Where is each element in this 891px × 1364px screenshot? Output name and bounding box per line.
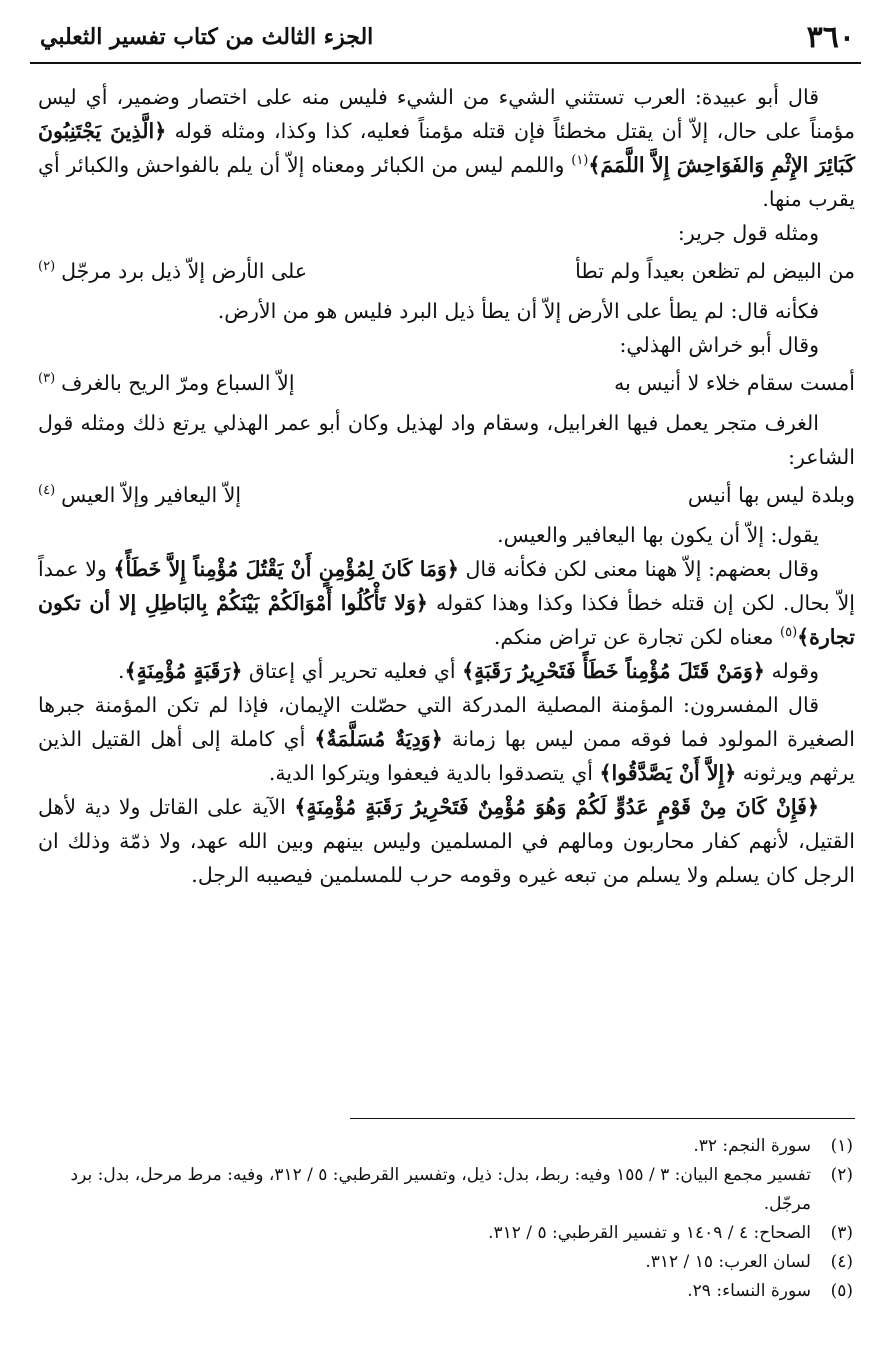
verse-hemistich-second xyxy=(38,254,307,288)
verse-jarir xyxy=(38,254,855,288)
verse-poet xyxy=(38,478,855,512)
main-text xyxy=(38,80,855,892)
quran-quote: ﴿رَقَبَةٍ مُؤْمِنَةٍ﴾ xyxy=(124,659,243,683)
footnotes xyxy=(36,1132,853,1306)
paragraph-tahrir xyxy=(38,654,855,688)
verse-hemistich-first: من البيض لم تظعن بعيداً ولم تطأ xyxy=(575,259,855,283)
footnote-item xyxy=(36,1132,853,1161)
text-run: أي يتصدقوا بالدية فيعفوا ويتركوا الدية. xyxy=(268,761,600,785)
footnote-ref-5: (٥) xyxy=(780,625,798,641)
verse-hemistich-text: إلاّ اليعافير وإلاّ العيس xyxy=(61,483,242,507)
verse-hemistich-first: أمست سقام خلاء لا أنيس به xyxy=(614,371,855,395)
page-number: ٣٦٠ xyxy=(806,20,855,55)
footnote-ref-2: (٢) xyxy=(38,259,56,275)
quran-quote: ﴿وَمَنْ قَتَلَ مُؤْمِناً خَطَأً فَتَحْرِيرُ رَقَبَةٍ﴾ xyxy=(462,659,765,683)
footnote-number: (٢) xyxy=(830,1165,853,1185)
verse-hemistich-second xyxy=(38,366,295,400)
footnote-number: (١) xyxy=(830,1136,853,1156)
footnote-number: (٤) xyxy=(830,1252,853,1272)
footnote-item xyxy=(36,1277,853,1306)
footnote-rule xyxy=(350,1118,855,1119)
footnote-ref-4: (٤) xyxy=(38,483,56,499)
footnote-text: سورة النجم: ٣٢. xyxy=(693,1136,811,1156)
footnote-item xyxy=(36,1248,853,1277)
paragraph-qawm-aduw xyxy=(38,790,855,892)
paragraph-mufassirun xyxy=(38,688,855,790)
footnote-text: الصحاح: ٤ / ١٤٠٩ و تفسير القرطبي: ٥ / ٣١٢. xyxy=(488,1223,811,1243)
text-run: معناه لكن تجارة عن تراض منكم. xyxy=(493,625,781,649)
page-header xyxy=(30,14,861,62)
running-title: الجزء الثالث من كتاب تفسير الثعلبي xyxy=(40,24,374,50)
footnote-ref-3: (٣) xyxy=(38,371,56,387)
paragraph-lakin xyxy=(38,552,855,654)
text-run: أي كاملة إلى أهل القتيل الذين يرثهم ويرثونه xyxy=(38,727,855,785)
text-run: . xyxy=(118,659,125,683)
text-run: قال المفسرون: المؤمنة المصلية المدركة التي حصّلت الإيمان، فإذا لم تكن المؤمنة جبرها الصغيرة المولود فما فوقه ممن ليس بها زمانة xyxy=(38,693,855,751)
footnote-item xyxy=(36,1161,853,1219)
verse-hemistich-text: على الأرض إلاّ ذيل برد مرجّل xyxy=(61,259,308,283)
footnote-number: (٥) xyxy=(830,1281,853,1301)
quran-quote: ﴿وَلا تَأْكُلُوا أَمْوَالَكُمْ بَيْنَكُمْ بِالبَاطِلِ إلا أن تكون تجارة﴾ xyxy=(38,591,855,649)
verse-abu-khirash xyxy=(38,366,855,400)
footnote-item xyxy=(36,1219,853,1248)
verse-hemistich-second xyxy=(38,478,241,512)
quran-quote: ﴿إِلاَّ أَنْ يَصَّدَّقُوا﴾ xyxy=(599,761,737,785)
footnote-text: تفسير مجمع البيان: ٣ / ١٥٥ وفيه: ربط، بدل: ذيل، وتفسير القرطبي: ٥ / ٣١٢، وفيه: مرط مرحل، بدل: برد مرجّل. xyxy=(70,1165,811,1214)
verse-hemistich-text: إلاّ السباع ومرّ الريح بالغرف xyxy=(61,371,295,395)
intro-jarir: ومثله قول جرير: xyxy=(677,221,819,245)
explanation-poet: يقول: إلاّ أن يكون بها اليعافير والعيس. xyxy=(497,523,819,547)
text-run: قال أبو عبيدة: العرب تستثني الشيء من الشيء فليس منه على اختصار وضمير، أي ليس مؤمناً على حال، إلاّ أن يقتل مخطئاً فإن قتله مؤمناً فعليه، كذا وكذا، ومثله قوله xyxy=(38,85,855,143)
footnote-text: سورة النساء: ٢٩. xyxy=(687,1281,811,1301)
quran-quote: ﴿الَّذِينَ يَجْتَنِبُونَ كَبَائِرَ الإِثْمِ وَالفَوَاحِشَ إِلاَّ اللَّمَمَ﴾ xyxy=(38,119,856,177)
text-run: واللمم ليس من الكبائر ومعناه إلاّ أن يلم بالفواحش والكبائر أي يقرب منها. xyxy=(38,153,855,211)
text-run: وقوله xyxy=(764,659,819,683)
intro-abu-khirash: وقال أبو خراش الهذلي: xyxy=(619,333,819,357)
footnote-text: لسان العرب: ١٥ / ٣١٢. xyxy=(645,1252,811,1272)
footnote-ref-1: (١) xyxy=(571,153,589,169)
footnote-number: (٣) xyxy=(830,1223,853,1243)
header-rule xyxy=(30,62,861,64)
text-run: الآية على القاتل ولا دية لأهل القتيل، لأنهم كفار محاربون ومالهم في المسلمين وليس بينهم وبين الله عهد، ولا ذمّة وذلك ان الرجل كان يسلم ولا يسلم من تبعه غيره وقومه حرب للمسلمين فيصيبه الرجل. xyxy=(38,795,855,887)
quran-quote: ﴿وَمَا كَانَ لِمُؤْمِنٍ أَنْ يَقْتُلَ مُؤْمِناً إِلاَّ خَطَأً﴾ xyxy=(113,557,459,581)
quran-quote: ﴿فَإِنْ كَانَ مِنْ قَوْمٍ عَدُوٍّ لَكُمْ وَهُوَ مُؤْمِنٌ فَتَحْرِيرُ رَقَبَةٍ مُؤْمِنَةٍ﴾ xyxy=(294,795,819,819)
text-run: ولا عمداً إلاّ بحال. لكن إن قتله خطأ فكذا وكذا وهذا كقوله xyxy=(38,557,856,615)
text-run: أي فعليه تحرير أي إعتاق xyxy=(242,659,463,683)
text-run: وقال بعضهم: إلاّ ههنا معنى لكن فكأنه قال xyxy=(458,557,819,581)
explanation-jarir: فكأنه قال: لم يطأ على الأرض إلاّ أن يطأ ذيل البرد فليس هو من الأرض. xyxy=(217,299,819,323)
paragraph-abu-ubayda xyxy=(38,80,855,216)
quran-quote: ﴿وَدِيَةٌ مُسَلَّمَةٌ﴾ xyxy=(314,727,443,751)
explanation-ghuraf: الغرف متجر يعمل فيها الغرابيل، وسقام واد لهذيل وكان أبو عمر الهذلي يرتع ذلك ومثله قول الشاعر: xyxy=(38,411,855,469)
verse-hemistich-first: وبلدة ليس بها أنيس xyxy=(687,483,855,507)
